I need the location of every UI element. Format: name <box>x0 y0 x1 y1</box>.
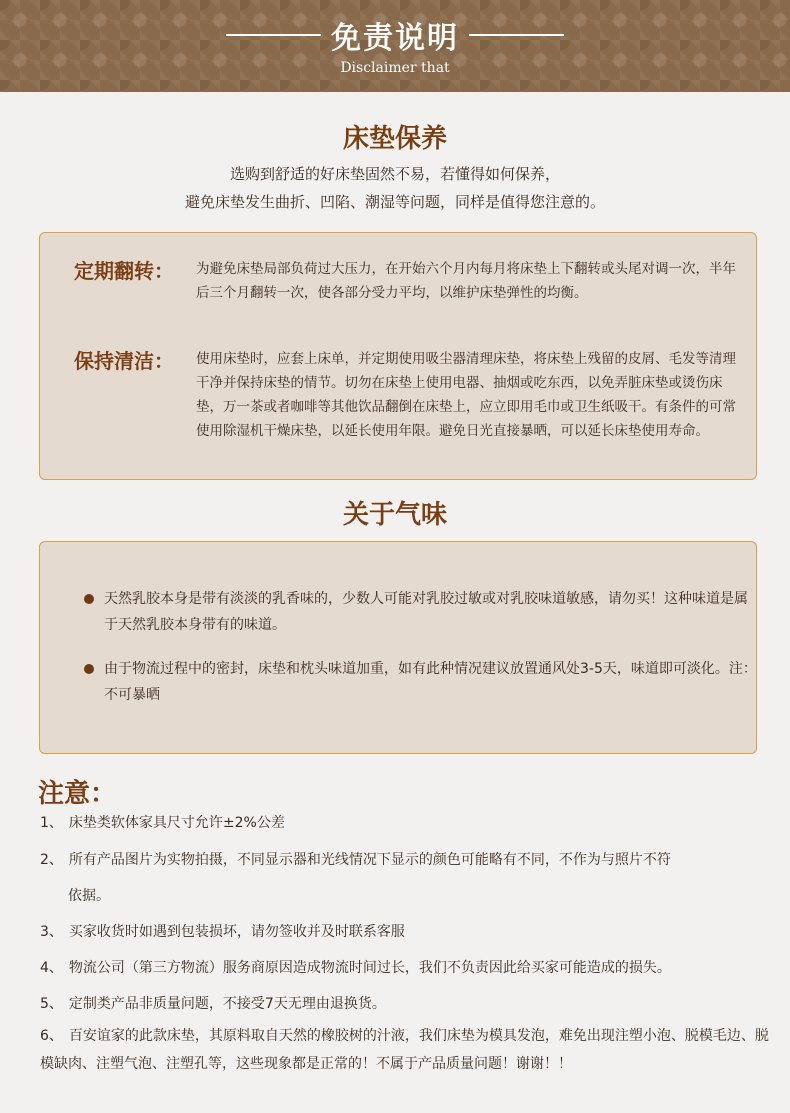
care-item-label: 定期翻转： <box>74 259 174 283</box>
notice-item-text: 所有产品图片为实物拍摄，不同显示器和光线情况下显示的颜色可能略有不同，不作为与照片不符 <box>68 852 671 868</box>
bullet-icon <box>84 664 94 674</box>
notice-item <box>40 989 770 1019</box>
banner-title: 免责说明 <box>331 21 459 56</box>
bullet-icon <box>84 594 94 604</box>
notice-item <box>40 917 770 947</box>
banner-line-left <box>226 34 321 36</box>
care-intro-line: 选购到舒适的好床垫固然不易，若懂得如何保养， <box>229 165 560 183</box>
notice-item-text: 床垫类软体家具尺寸允许±2%公差 <box>68 815 285 831</box>
care-box <box>39 232 757 480</box>
notice-item-text: 定制类产品非质量问题，不接受7天无理由退换货。 <box>68 996 386 1012</box>
notice-title: 注意： <box>38 779 117 809</box>
banner-subtitle: Disclaimer that <box>340 60 450 76</box>
banner-line-right <box>469 34 564 36</box>
notice-item-text: 物流公司（第三方物流）服务商原因造成物流时间过长，我们不负责因此给买家可能造成的损失。 <box>68 960 671 976</box>
notice-item-continuation: 依据。 <box>68 888 110 904</box>
disclaimer-banner <box>0 0 790 92</box>
odor-item-text: 由于物流过程中的密封，床垫和枕头味道加重，如有此种情况建议放置通风处3-5天，味道即可淡化。注：不可暴晒 <box>104 661 757 703</box>
notice-item-number: 6、 <box>40 1028 63 1044</box>
notice-item <box>40 1022 770 1078</box>
notice-item-number: 3、 <box>40 924 63 940</box>
notice-item-number: 1、 <box>40 815 63 831</box>
care-intro <box>0 160 790 216</box>
care-section-title: 床垫保养 <box>342 124 447 154</box>
odor-section-title: 关于气味 <box>342 500 447 530</box>
odor-item-text: 天然乳胶本身是带有淡淡的乳香味的，少数人可能对乳胶过敏或对乳胶味道敏感，请勿买！这种味道是属于天然乳胶本身带有的味道。 <box>104 591 748 633</box>
care-item-text: 为避免床垫局部负荷过大压力，在开始六个月内每月将床垫上下翻转或头尾对调一次，半年后三个月翻转一次，使各部分受力平均，以维护床垫弹性的均衡。 <box>196 261 736 301</box>
banner-title-row <box>0 12 790 58</box>
care-intro-line: 避免床垫发生曲折、凹陷、潮湿等问题，同样是值得您注意的。 <box>184 193 605 211</box>
odor-box <box>39 541 757 754</box>
notice-item-number: 4、 <box>40 960 63 976</box>
notice-item-text: 百安谊家的此款床垫，其原料取自天然的橡胶树的汁液，我们床垫为模具发泡，难免出现注塑小泡、脱模毛边、脱模缺肉、注塑气泡、注塑孔等，这些现象都是正常的！不属于产品质量问题！谢谢！！ <box>40 1028 769 1072</box>
notice-item-text: 买家收货时如遇到包装损坏，请勿签收并及时联系客服 <box>68 924 405 940</box>
notice-item <box>40 845 770 911</box>
care-item-label: 保持清洁： <box>74 349 174 373</box>
notice-item-number: 5、 <box>40 996 63 1012</box>
notice-item <box>40 808 770 838</box>
care-item-text: 使用床垫时，应套上床单，并定期使用吸尘器清理床垫，将床垫上残留的皮屑、毛发等清理干净并保持床垫的情节。切勿在床垫上使用电器、抽烟或吃东西，以免弄脏床垫或烫伤床垫，万一茶或者咖啡等其他饮品翻倒在床垫上，应立即用毛巾或卫生纸吸干。有条件的可常使用除湿机干燥床垫，以延长使用年限。避免日光直接暴晒，可以延长床垫使用寿命。 <box>196 351 736 439</box>
notice-item-number: 2、 <box>40 852 63 868</box>
notice-item <box>40 953 770 983</box>
